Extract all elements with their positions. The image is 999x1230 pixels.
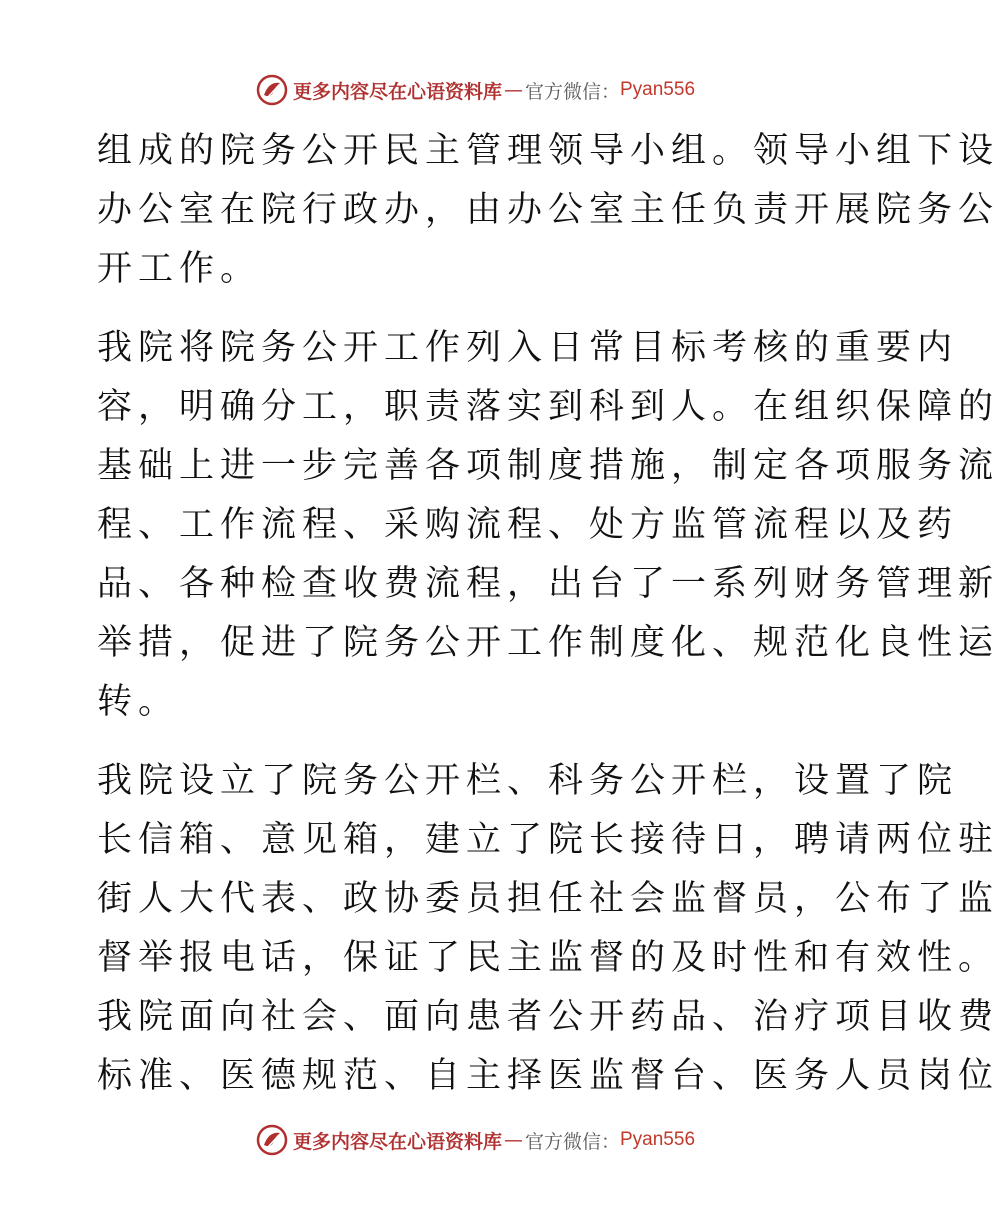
text-line: 我院设立了院务公开栏、科务公开栏，设置了院 [97, 761, 959, 801]
text-line: 我院将院务公开工作列入日常目标考核的重要内 [97, 328, 959, 368]
text-line: 我院面向社会、面向患者公开药品、治疗项目收费 [97, 997, 999, 1037]
paragraph [97, 122, 999, 299]
header-banner [0, 70, 950, 110]
text-line: 品、各种检查收费流程，出台了一系列财务管理新 [97, 564, 999, 604]
footer-banner [0, 1120, 950, 1160]
banner-sub-text: 官方微信： [524, 80, 620, 103]
logo-icon [255, 73, 289, 107]
logo-icon [255, 1123, 289, 1157]
text-line: 长信箱、意见箱，建立了院长接待日，聘请两位驻 [97, 820, 999, 860]
banner-main-text: 更多内容尽在心语资料库 [292, 80, 502, 103]
text-line: 程、工作流程、采购流程、处方监管流程以及药 [97, 505, 959, 545]
banner-main-text: 更多内容尽在心语资料库 [292, 1130, 502, 1153]
text-line: 基础上进一步完善各项制度措施，制定各项服务流 [97, 446, 999, 486]
paragraph [97, 319, 999, 732]
banner-wechat-id: Pyan556 [620, 1129, 696, 1150]
document-body [97, 122, 999, 1106]
banner-sub-text: 官方微信： [524, 1130, 620, 1153]
banner-wechat-id: Pyan556 [620, 79, 696, 100]
text-line: 转。 [97, 682, 180, 722]
text-line: 开工作。 [97, 249, 262, 289]
text-line: 容，明确分工，职责落实到科到人。在组织保障的 [97, 387, 999, 427]
text-line: 组成的院务公开民主管理领导小组。领导小组下设 [97, 131, 999, 171]
banner-dash: — [503, 79, 523, 101]
text-line: 督举报电话，保证了民主监督的及时性和有效性。 [97, 938, 999, 978]
text-line: 举措，促进了院务公开工作制度化、规范化良性运 [97, 623, 999, 663]
text-line: 标准、医德规范、自主择医监督台、医务人员岗位 [97, 1056, 999, 1096]
text-line: 办公室在院行政办，由办公室主任负责开展院务公 [97, 190, 999, 230]
text-line: 街人大代表、政协委员担任社会监督员，公布了监 [97, 879, 999, 919]
paragraph [97, 752, 999, 1106]
banner-dash: — [503, 1129, 523, 1151]
